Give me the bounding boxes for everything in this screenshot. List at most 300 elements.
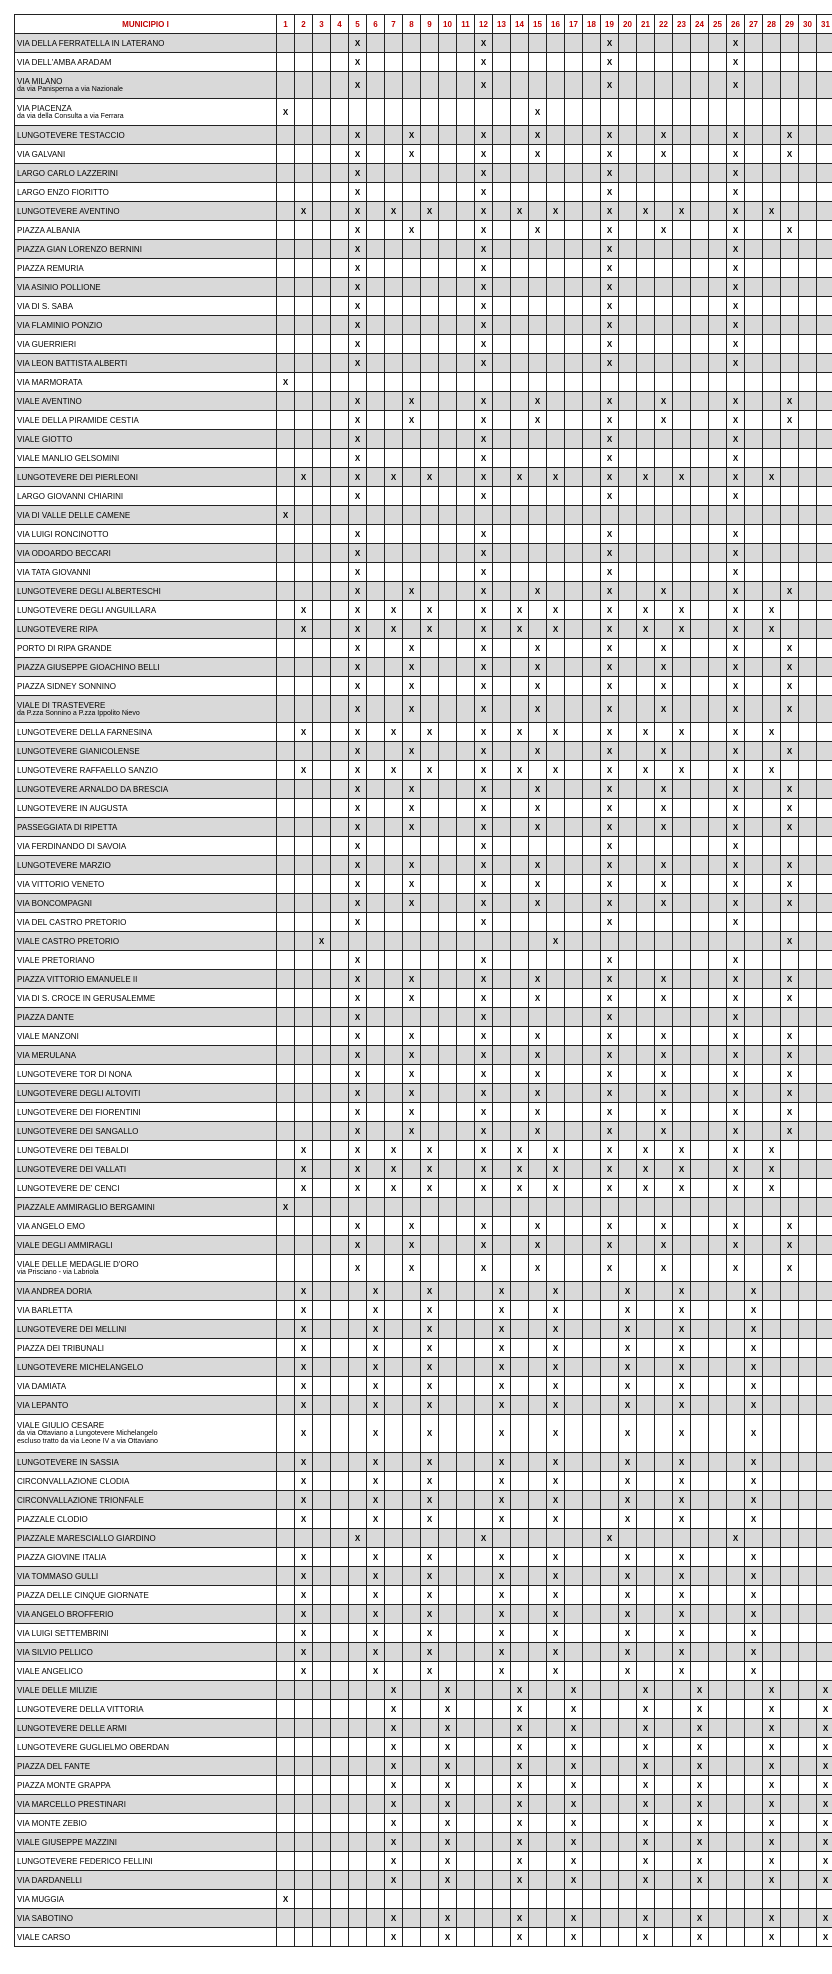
cleaning-day-mark: X [349, 970, 367, 989]
table-row [15, 1255, 832, 1282]
empty-day-cell [637, 373, 655, 392]
empty-day-cell [331, 1586, 349, 1605]
cleaning-day-mark: X [619, 1339, 637, 1358]
cleaning-day-mark: X [691, 1795, 709, 1814]
empty-day-cell [565, 164, 583, 183]
empty-day-cell [295, 544, 313, 563]
empty-day-cell [385, 1008, 403, 1027]
empty-day-cell [565, 335, 583, 354]
empty-day-cell [601, 1586, 619, 1605]
empty-day-cell [781, 620, 799, 639]
empty-day-cell [331, 525, 349, 544]
empty-day-cell [655, 1852, 673, 1871]
street-name: LUNGOTEVERE DELLE ARMI [17, 1723, 127, 1733]
street-name: LUNGOTEVERE DEI VALLATI [17, 1164, 127, 1174]
empty-day-cell [331, 932, 349, 951]
empty-day-cell [403, 1198, 421, 1217]
cleaning-day-mark: X [403, 875, 421, 894]
empty-day-cell [745, 1179, 763, 1198]
empty-day-cell [817, 1046, 832, 1065]
empty-day-cell [745, 742, 763, 761]
empty-day-cell [565, 989, 583, 1008]
empty-day-cell [457, 875, 475, 894]
empty-day-cell [817, 1103, 832, 1122]
empty-day-cell [655, 240, 673, 259]
empty-day-cell [493, 723, 511, 742]
cleaning-day-mark: X [367, 1567, 385, 1586]
street-name-cell [15, 1217, 277, 1236]
street-name-cell [15, 1008, 277, 1027]
empty-day-cell [331, 970, 349, 989]
cleaning-day-mark: X [403, 1236, 421, 1255]
cleaning-day-mark: X [349, 297, 367, 316]
empty-day-cell [709, 1122, 727, 1141]
cleaning-day-mark: X [727, 1236, 745, 1255]
empty-day-cell [619, 525, 637, 544]
cleaning-day-mark: X [349, 818, 367, 837]
empty-day-cell [475, 1301, 493, 1320]
cleaning-day-mark: X [475, 780, 493, 799]
street-name: PIAZZALE MARESCIALLO GIARDINO [17, 1533, 156, 1543]
empty-day-cell [745, 1852, 763, 1871]
cleaning-day-mark: X [727, 1141, 745, 1160]
empty-day-cell [403, 1643, 421, 1662]
cleaning-day-mark: X [547, 761, 565, 780]
cleaning-day-mark: X [601, 335, 619, 354]
day-header: 2 [295, 15, 313, 34]
empty-day-cell [817, 1027, 832, 1046]
empty-day-cell [799, 1301, 817, 1320]
cleaning-day-mark: X [727, 354, 745, 373]
empty-day-cell [817, 487, 832, 506]
empty-day-cell [817, 761, 832, 780]
empty-day-cell [529, 563, 547, 582]
empty-day-cell [781, 354, 799, 373]
empty-day-cell [529, 1700, 547, 1719]
cleaning-day-mark: X [547, 1624, 565, 1643]
street-name-cell [15, 1757, 277, 1776]
empty-day-cell [385, 989, 403, 1008]
empty-day-cell [655, 1624, 673, 1643]
empty-day-cell [619, 1776, 637, 1795]
cleaning-day-mark: X [403, 989, 421, 1008]
cleaning-day-mark: X [421, 1643, 439, 1662]
empty-day-cell [817, 1396, 832, 1415]
empty-day-cell [655, 1681, 673, 1700]
empty-day-cell [457, 1103, 475, 1122]
empty-day-cell [637, 1217, 655, 1236]
table-row [15, 1681, 832, 1700]
empty-day-cell [601, 1358, 619, 1377]
empty-day-cell [529, 335, 547, 354]
cleaning-day-mark: X [511, 1141, 529, 1160]
empty-day-cell [637, 411, 655, 430]
empty-day-cell [709, 164, 727, 183]
empty-day-cell [313, 696, 331, 723]
street-name-cell [15, 639, 277, 658]
cleaning-day-mark: X [673, 601, 691, 620]
empty-day-cell [565, 202, 583, 221]
empty-day-cell [817, 1624, 832, 1643]
empty-day-cell [331, 221, 349, 240]
empty-day-cell [619, 696, 637, 723]
empty-day-cell [547, 1719, 565, 1738]
cleaning-day-mark: X [781, 126, 799, 145]
empty-day-cell [745, 1103, 763, 1122]
empty-day-cell [673, 1255, 691, 1282]
street-name-cell [15, 856, 277, 875]
empty-day-cell [439, 487, 457, 506]
cleaning-day-mark: X [601, 297, 619, 316]
table-row [15, 1795, 832, 1814]
empty-day-cell [403, 951, 421, 970]
empty-day-cell [673, 278, 691, 297]
empty-day-cell [331, 799, 349, 818]
cleaning-day-mark: X [655, 658, 673, 677]
empty-day-cell [295, 1065, 313, 1084]
street-name-cell [15, 202, 277, 221]
empty-day-cell [691, 1567, 709, 1586]
empty-day-cell [583, 620, 601, 639]
empty-day-cell [331, 430, 349, 449]
empty-day-cell [475, 1491, 493, 1510]
empty-day-cell [727, 1662, 745, 1681]
empty-day-cell [385, 392, 403, 411]
table-row [15, 761, 832, 780]
empty-day-cell [493, 1217, 511, 1236]
empty-day-cell [277, 620, 295, 639]
cleaning-day-mark: X [547, 1377, 565, 1396]
cleaning-day-mark: X [547, 1301, 565, 1320]
empty-day-cell [439, 1198, 457, 1217]
empty-day-cell [313, 723, 331, 742]
empty-day-cell [691, 761, 709, 780]
cleaning-day-mark: X [385, 1852, 403, 1871]
cleaning-day-mark: X [349, 487, 367, 506]
empty-day-cell [817, 259, 832, 278]
empty-day-cell [367, 932, 385, 951]
empty-day-cell [691, 1179, 709, 1198]
empty-day-cell [529, 373, 547, 392]
empty-day-cell [745, 72, 763, 99]
empty-day-cell [637, 856, 655, 875]
empty-day-cell [511, 1453, 529, 1472]
empty-day-cell [619, 1008, 637, 1027]
empty-day-cell [457, 1719, 475, 1738]
empty-day-cell [529, 1624, 547, 1643]
empty-day-cell [763, 316, 781, 335]
empty-day-cell [547, 970, 565, 989]
cleaning-day-mark: X [817, 1719, 832, 1738]
empty-day-cell [691, 1320, 709, 1339]
cleaning-day-mark: X [367, 1643, 385, 1662]
cleaning-day-mark: X [601, 1065, 619, 1084]
cleaning-day-mark: X [637, 1681, 655, 1700]
cleaning-day-mark: X [727, 411, 745, 430]
empty-day-cell [781, 373, 799, 392]
empty-day-cell [763, 913, 781, 932]
empty-day-cell [691, 875, 709, 894]
cleaning-day-mark: X [349, 1217, 367, 1236]
cleaning-day-mark: X [475, 392, 493, 411]
table-row [15, 837, 832, 856]
empty-day-cell [817, 1179, 832, 1198]
empty-day-cell [817, 373, 832, 392]
empty-day-cell [367, 1795, 385, 1814]
cleaning-day-mark: X [601, 620, 619, 639]
empty-day-cell [619, 1833, 637, 1852]
empty-day-cell [583, 1643, 601, 1662]
empty-day-cell [313, 951, 331, 970]
cleaning-day-mark: X [727, 164, 745, 183]
empty-day-cell [295, 1871, 313, 1890]
empty-day-cell [763, 449, 781, 468]
empty-day-cell [439, 696, 457, 723]
empty-day-cell [583, 1757, 601, 1776]
empty-day-cell [709, 837, 727, 856]
cleaning-day-mark: X [475, 1160, 493, 1179]
empty-day-cell [385, 1396, 403, 1415]
empty-day-cell [637, 259, 655, 278]
empty-day-cell [565, 72, 583, 99]
empty-day-cell [565, 1567, 583, 1586]
empty-day-cell [511, 392, 529, 411]
empty-day-cell [691, 1008, 709, 1027]
empty-day-cell [565, 1255, 583, 1282]
empty-day-cell [403, 1301, 421, 1320]
empty-day-cell [457, 1795, 475, 1814]
empty-day-cell [565, 1084, 583, 1103]
empty-day-cell [457, 582, 475, 601]
cleaning-day-mark: X [439, 1833, 457, 1852]
empty-day-cell [799, 1122, 817, 1141]
empty-day-cell [709, 126, 727, 145]
empty-day-cell [367, 240, 385, 259]
empty-day-cell [331, 373, 349, 392]
empty-day-cell [439, 1472, 457, 1491]
empty-day-cell [745, 240, 763, 259]
empty-day-cell [691, 1141, 709, 1160]
street-name-cell [15, 1491, 277, 1510]
empty-day-cell [493, 742, 511, 761]
empty-day-cell [763, 525, 781, 544]
empty-day-cell [745, 278, 763, 297]
empty-day-cell [439, 1103, 457, 1122]
empty-day-cell [439, 240, 457, 259]
empty-day-cell [817, 932, 832, 951]
empty-day-cell [799, 677, 817, 696]
empty-day-cell [493, 582, 511, 601]
empty-day-cell [727, 99, 745, 126]
cleaning-day-mark: X [727, 913, 745, 932]
cleaning-day-mark: X [637, 1757, 655, 1776]
empty-day-cell [583, 411, 601, 430]
empty-day-cell [403, 449, 421, 468]
empty-day-cell [655, 278, 673, 297]
street-name: CIRCONVALLAZIONE TRIONFALE [17, 1495, 144, 1505]
empty-day-cell [547, 392, 565, 411]
cleaning-day-mark: X [763, 1833, 781, 1852]
cleaning-day-mark: X [637, 1871, 655, 1890]
empty-day-cell [817, 525, 832, 544]
empty-day-cell [691, 894, 709, 913]
empty-day-cell [799, 875, 817, 894]
empty-day-cell [403, 183, 421, 202]
empty-day-cell [421, 1255, 439, 1282]
cleaning-day-mark: X [673, 1510, 691, 1529]
empty-day-cell [637, 696, 655, 723]
cleaning-day-mark: X [727, 639, 745, 658]
cleaning-day-mark: X [817, 1700, 832, 1719]
empty-day-cell [295, 970, 313, 989]
empty-day-cell [331, 145, 349, 164]
empty-day-cell [583, 259, 601, 278]
cleaning-day-mark: X [655, 696, 673, 723]
empty-day-cell [403, 1529, 421, 1548]
street-name: LUNGOTEVERE DELLA VITTORIA [17, 1704, 144, 1714]
street-name-cell [15, 1065, 277, 1084]
empty-day-cell [817, 1548, 832, 1567]
empty-day-cell [547, 582, 565, 601]
empty-day-cell [763, 1008, 781, 1027]
empty-day-cell [547, 913, 565, 932]
empty-day-cell [691, 563, 709, 582]
empty-day-cell [673, 506, 691, 525]
cleaning-day-mark: X [475, 1255, 493, 1282]
empty-day-cell [583, 1008, 601, 1027]
empty-day-cell [493, 1738, 511, 1757]
empty-day-cell [547, 1046, 565, 1065]
empty-day-cell [457, 240, 475, 259]
street-name: PIAZZA SIDNEY SONNINO [17, 681, 116, 691]
cleaning-day-mark: X [349, 72, 367, 99]
empty-day-cell [565, 742, 583, 761]
empty-day-cell [565, 582, 583, 601]
empty-day-cell [763, 1472, 781, 1491]
cleaning-day-mark: X [475, 221, 493, 240]
empty-day-cell [277, 1624, 295, 1643]
empty-day-cell [439, 278, 457, 297]
empty-day-cell [655, 506, 673, 525]
street-name-cell [15, 1255, 277, 1282]
empty-day-cell [547, 1008, 565, 1027]
empty-day-cell [277, 563, 295, 582]
empty-day-cell [691, 1301, 709, 1320]
empty-day-cell [817, 240, 832, 259]
cleaning-day-mark: X [619, 1282, 637, 1301]
table-row [15, 1358, 832, 1377]
cleaning-day-mark: X [601, 742, 619, 761]
table-row [15, 1320, 832, 1339]
empty-day-cell [277, 856, 295, 875]
cleaning-day-mark: X [601, 221, 619, 240]
empty-day-cell [313, 620, 331, 639]
empty-day-cell [583, 221, 601, 240]
empty-day-cell [367, 1909, 385, 1928]
empty-day-cell [745, 53, 763, 72]
empty-day-cell [799, 932, 817, 951]
empty-day-cell [727, 1833, 745, 1852]
empty-day-cell [673, 544, 691, 563]
street-name: VIA SILVIO PELLICO [17, 1647, 93, 1657]
cleaning-day-mark: X [349, 1065, 367, 1084]
street-name-cell [15, 780, 277, 799]
empty-day-cell [385, 240, 403, 259]
empty-day-cell [295, 989, 313, 1008]
empty-day-cell [385, 582, 403, 601]
empty-day-cell [727, 1909, 745, 1928]
empty-day-cell [313, 1529, 331, 1548]
cleaning-day-mark: X [691, 1757, 709, 1776]
empty-day-cell [817, 742, 832, 761]
empty-day-cell [583, 53, 601, 72]
empty-day-cell [817, 989, 832, 1008]
empty-day-cell [637, 837, 655, 856]
empty-day-cell [817, 818, 832, 837]
empty-day-cell [637, 1586, 655, 1605]
empty-day-cell [799, 837, 817, 856]
empty-day-cell [403, 34, 421, 53]
empty-day-cell [385, 1339, 403, 1358]
empty-day-cell [547, 837, 565, 856]
empty-day-cell [583, 1198, 601, 1217]
empty-day-cell [295, 742, 313, 761]
empty-day-cell [439, 1084, 457, 1103]
empty-day-cell [277, 723, 295, 742]
empty-day-cell [781, 1700, 799, 1719]
cleaning-day-mark: X [727, 837, 745, 856]
empty-day-cell [709, 951, 727, 970]
empty-day-cell [709, 563, 727, 582]
empty-day-cell [655, 202, 673, 221]
empty-day-cell [385, 677, 403, 696]
cleaning-day-mark: X [493, 1301, 511, 1320]
empty-day-cell [583, 316, 601, 335]
empty-day-cell [709, 297, 727, 316]
empty-day-cell [511, 1491, 529, 1510]
empty-day-cell [691, 1065, 709, 1084]
empty-day-cell [439, 1282, 457, 1301]
empty-day-cell [655, 932, 673, 951]
cleaning-day-mark: X [601, 913, 619, 932]
street-name: LUNGOTEVERE DEI MELLINI [17, 1324, 127, 1334]
empty-day-cell [331, 1217, 349, 1236]
empty-day-cell [655, 164, 673, 183]
empty-day-cell [295, 53, 313, 72]
empty-day-cell [529, 1358, 547, 1377]
street-note: da P.zza Sonnino a P.zza Ippolito Nievo [17, 709, 140, 717]
empty-day-cell [673, 818, 691, 837]
empty-day-cell [709, 1757, 727, 1776]
empty-day-cell [313, 1141, 331, 1160]
empty-day-cell [601, 1757, 619, 1776]
cleaning-day-mark: X [349, 278, 367, 297]
empty-day-cell [403, 1833, 421, 1852]
empty-day-cell [403, 525, 421, 544]
cleaning-day-mark: X [349, 1179, 367, 1198]
cleaning-day-mark: X [421, 1179, 439, 1198]
cleaning-day-mark: X [529, 780, 547, 799]
empty-day-cell [331, 1928, 349, 1947]
cleaning-day-mark: X [403, 582, 421, 601]
cleaning-day-mark: X [781, 696, 799, 723]
empty-day-cell [763, 1122, 781, 1141]
empty-day-cell [583, 1529, 601, 1548]
empty-day-cell [655, 259, 673, 278]
empty-day-cell [709, 1795, 727, 1814]
cleaning-day-mark: X [475, 1084, 493, 1103]
empty-day-cell [439, 1160, 457, 1179]
